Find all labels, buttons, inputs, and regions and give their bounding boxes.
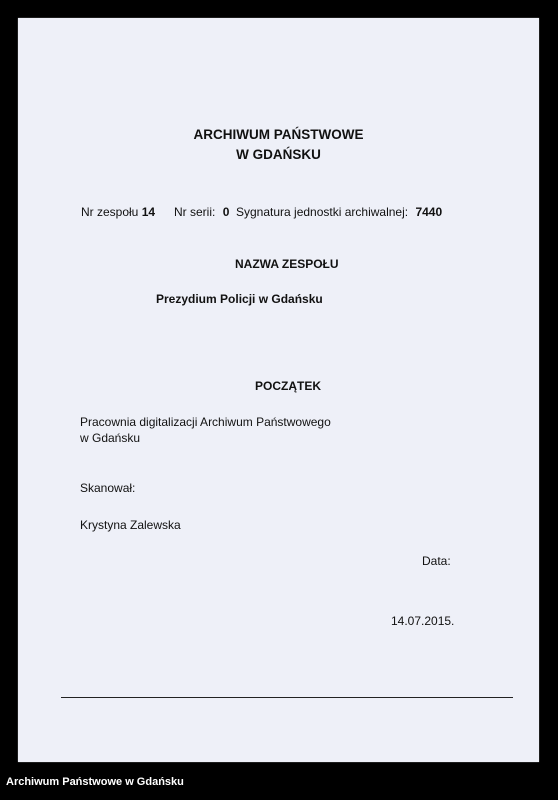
date-label: Data: — [422, 554, 451, 568]
scanned-by-label: Skanował: — [80, 481, 136, 495]
sygnatura-field — [236, 205, 442, 219]
scanned-by-name: Krystyna Zalewska — [80, 518, 181, 532]
archive-footer: Archiwum Państwowe w Gdańsku — [6, 776, 184, 788]
signature-divider — [61, 697, 513, 698]
fonds-name: Prezydium Policji w Gdańsku — [156, 292, 323, 306]
sygnatura-label: Sygnatura jednostki archiwalnej: — [236, 205, 409, 219]
archive-title-line1: ARCHIWUM PAŃSTWOWE — [193, 127, 364, 142]
sygnatura-value: 7440 — [415, 205, 443, 219]
fonds-heading: NAZWA ZESPOŁU — [235, 257, 339, 271]
start-marker: POCZĄTEK — [255, 379, 321, 393]
workshop-line2: w Gdańsku — [80, 431, 141, 445]
document-sheet — [18, 18, 539, 762]
archive-title-line2: W GDAŃSKU — [236, 147, 321, 162]
seria-value: 0 — [222, 205, 230, 219]
workshop-line1: Pracownia digitalizacji Archiwum Państwowego — [80, 415, 331, 429]
seria-label: Nr serii: — [174, 205, 216, 219]
seria-field — [174, 205, 229, 219]
reference-row — [81, 205, 155, 219]
date-value: 14.07.2015. — [391, 614, 455, 628]
zespol-label: Nr zespołu — [81, 205, 139, 219]
zespol-value: 14 — [141, 205, 156, 219]
